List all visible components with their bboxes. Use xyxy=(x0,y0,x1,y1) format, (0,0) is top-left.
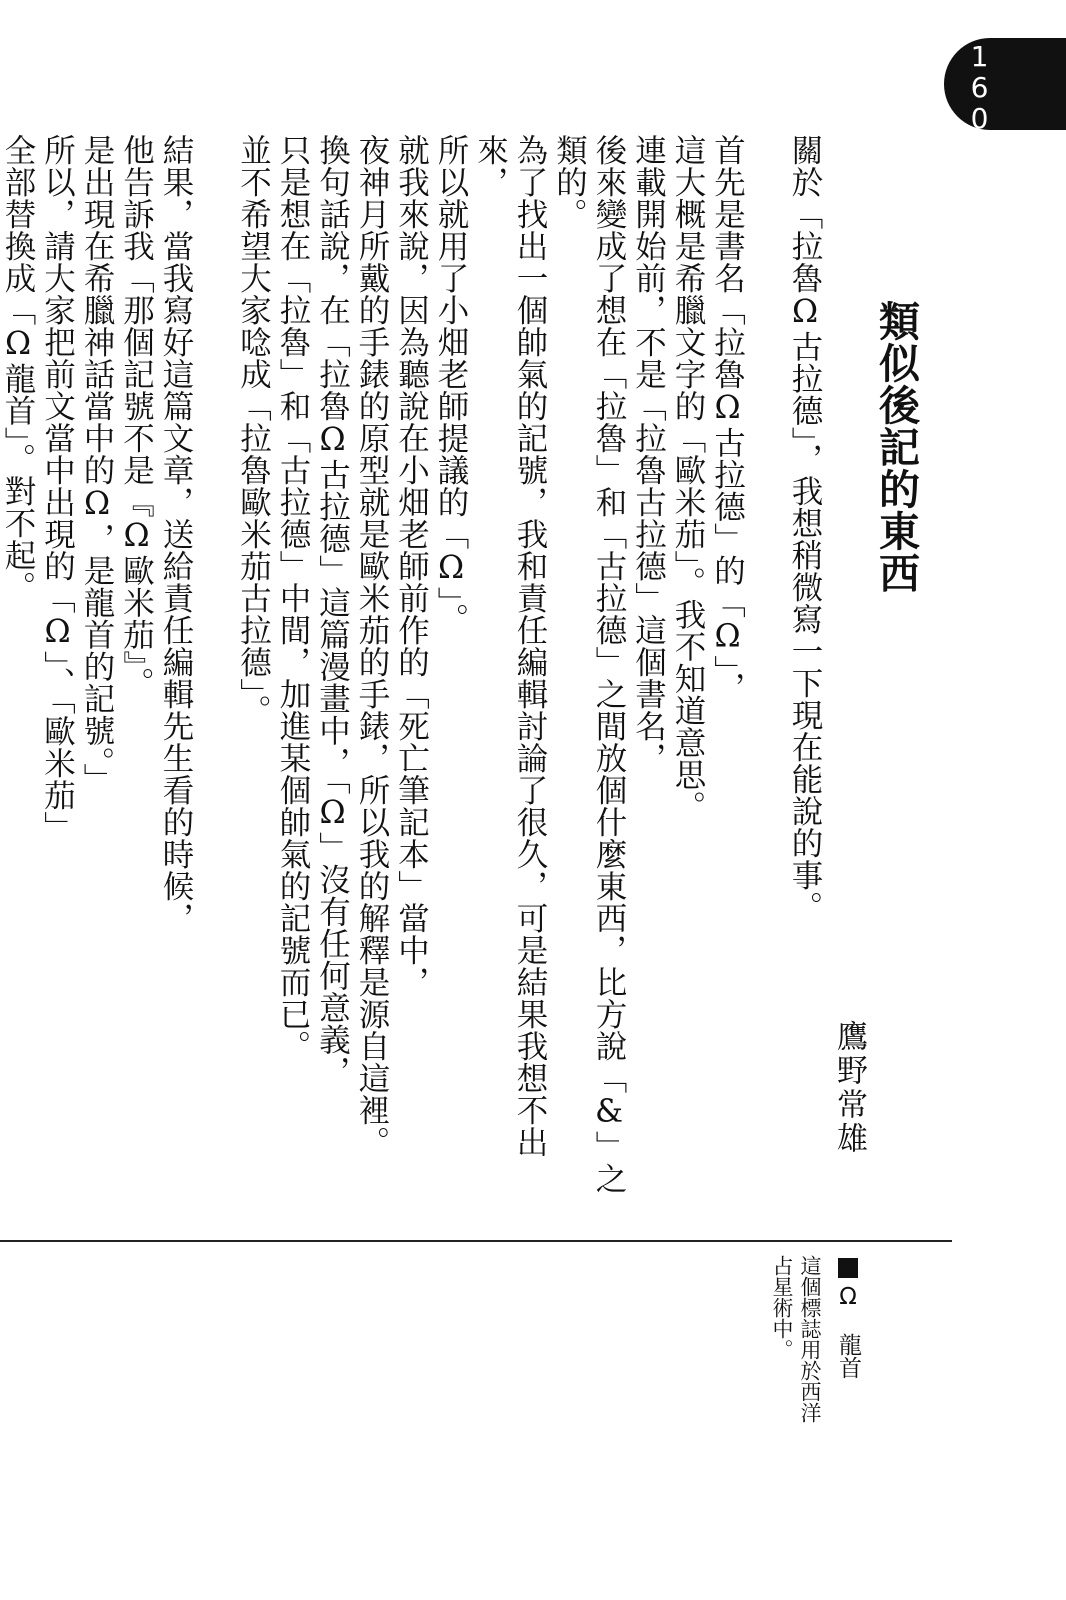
footnote-label: Ω 龍首 xyxy=(835,1284,861,1379)
black-square-icon xyxy=(836,1256,862,1280)
paragraph-watch-origin: 就我來說，因為聽說在小畑老師前作的「死亡筆記本」當中， 夜神月所戴的手錶的原型就是歐米茄的手錶，所以我的解釋是源自這裡。 換句話說，在「拉魯Ω古拉德」這篇漫畫中，「Ω」沒有任何意義， 只是想在「拉魯」和「古拉德」中間，加進某個帥氣的記號而已。 並不希望大家唸成「拉魯歐米茄古拉德」。 xyxy=(235,134,430,1158)
page-number: 160 xyxy=(963,40,996,133)
paragraph-spacer xyxy=(747,134,785,1204)
footnote-text: 這個標誌用於西洋 占星術中。 xyxy=(770,1255,822,1423)
paragraph-spacer xyxy=(195,134,233,1204)
paragraph-correction: 結果，當我寫好這篇文章，送給責任編輯先生看的時候， 他告訴我「那個記號不是『Ω歐米茄』。 是出現在希臘神話當中的Ω，是龍首的記號。」 所以，請大家把前文當中出現的「Ω」、「歐米茄」 全部替換成「Ω龍首」。對不起。 xyxy=(0,134,194,934)
paragraph-title-origin: 首先是書名「拉魯Ω古拉德」的「Ω」， 這大概是希臘文字的「歐米茄」。我不知道意思。 連載開始前，不是「拉魯古拉德」這個書名， 後來變成了想在「拉魯」和「古拉德」之間放個什麼東西，比方說「&」之類的。 為了找出一個帥氣的記號，我和責任編輯討論了很久，可是結果我想不出來， 所以就用了小畑老師提議的「Ω」。 xyxy=(433,134,746,1195)
afterword-body xyxy=(0,134,824,1204)
footnote-divider xyxy=(0,1240,952,1242)
paragraph-intro: 關於「拉魯Ω古拉德」，我想稍微寫一下現在能說的事。 xyxy=(787,134,823,923)
page-title: 類似後記的東西 xyxy=(872,300,920,594)
author-name: 鷹野常雄 xyxy=(831,1020,867,1156)
